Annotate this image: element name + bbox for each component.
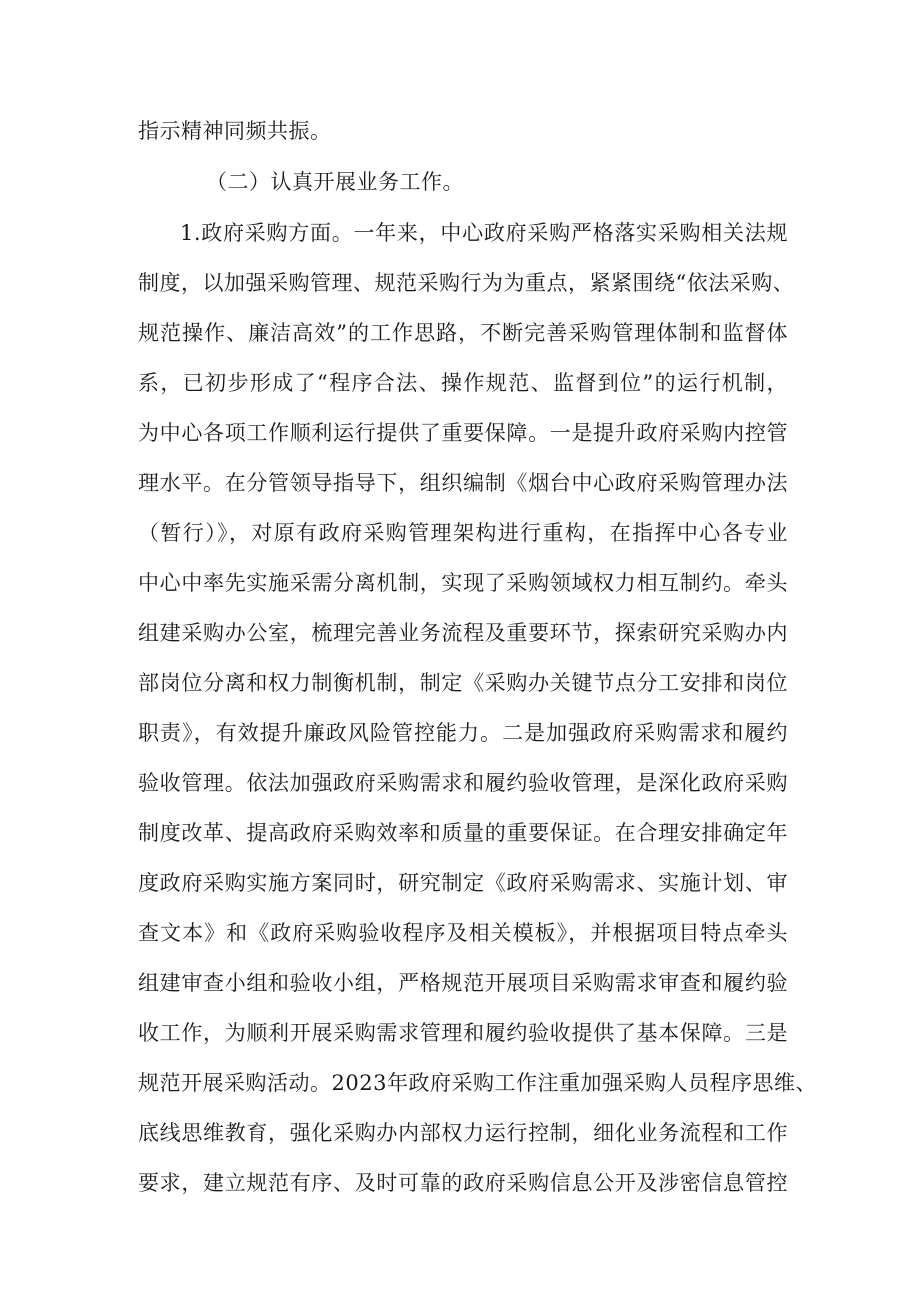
text-line-18: 组建审查小组和验收小组，严格规范开展项目采购需求审查和履约验 — [138, 971, 788, 995]
text-line-11: 组建采购办公室，梳理完善业务流程及重要环节，探索研究采购办内 — [138, 621, 788, 645]
text-line-15: 制度改革、提高政府采购效率和质量的重要保证。在合理安排确定年 — [138, 821, 788, 845]
text-line-17: 查文本》和《政府采购验收程序及相关模板》，并根据项目特点牵头 — [138, 921, 788, 945]
text-line-19: 收工作，为顺利开展采购需求管理和履约验收提供了基本保障。三是 — [138, 1021, 788, 1045]
text-line-6: 系，已初步形成了“程序合法、操作规范、监督到位”的运行机制， — [138, 371, 788, 395]
section-heading: （二）认真开展业务工作。 — [206, 170, 464, 194]
text-line-4: 制度，以加强采购管理、规范采购行为为重点，紧紧围绕“依法采购、 — [138, 271, 795, 295]
paragraph-first-line: 1.政府采购方面。一年来，中心政府采购严格落实采购相关法规 — [180, 221, 788, 245]
text-line-10: 中心中率先实施采需分离机制，实现了采购领域权力相互制约。牵头 — [138, 571, 788, 595]
text-line-13: 职责》，有效提升廉政风险管控能力。二是加强政府采购需求和履约 — [138, 721, 788, 745]
text-line-12: 部岗位分离和权力制衡机制，制定《采购办关键节点分工安排和岗位 — [138, 671, 788, 695]
text-line-8: 理水平。在分管领导指导下，组织编制《烟台中心政府采购管理办法 — [138, 471, 788, 495]
text-line-22: 要求，建立规范有序、及时可靠的政府采购信息公开及涉密信息管控 — [138, 1171, 788, 1195]
text-line-20: 规范开展采购活动。2023年政府采购工作注重加强采购人员程序思维、 — [138, 1071, 817, 1095]
text-line-21: 底线思维教育，强化采购办内部权力运行控制，细化业务流程和工作 — [138, 1121, 788, 1145]
text-line-9: （暂行）》，对原有政府采购管理架构进行重构，在指挥中心各专业 — [138, 521, 788, 545]
text-line-5: 规范操作、廉洁高效”的工作思路，不断完善采购管理体制和监督体 — [138, 321, 788, 345]
text-line-1: 指示精神同频共振。 — [138, 119, 332, 143]
text-line-7: 为中心各项工作顺利运行提供了重要保障。一是提升政府采购内控管 — [138, 421, 788, 445]
text-line-14: 验收管理。依法加强政府采购需求和履约验收管理，是深化政府采购 — [138, 771, 788, 795]
text-line-16: 度政府采购实施方案同时，研究制定《政府采购需求、实施计划、审 — [138, 871, 788, 895]
